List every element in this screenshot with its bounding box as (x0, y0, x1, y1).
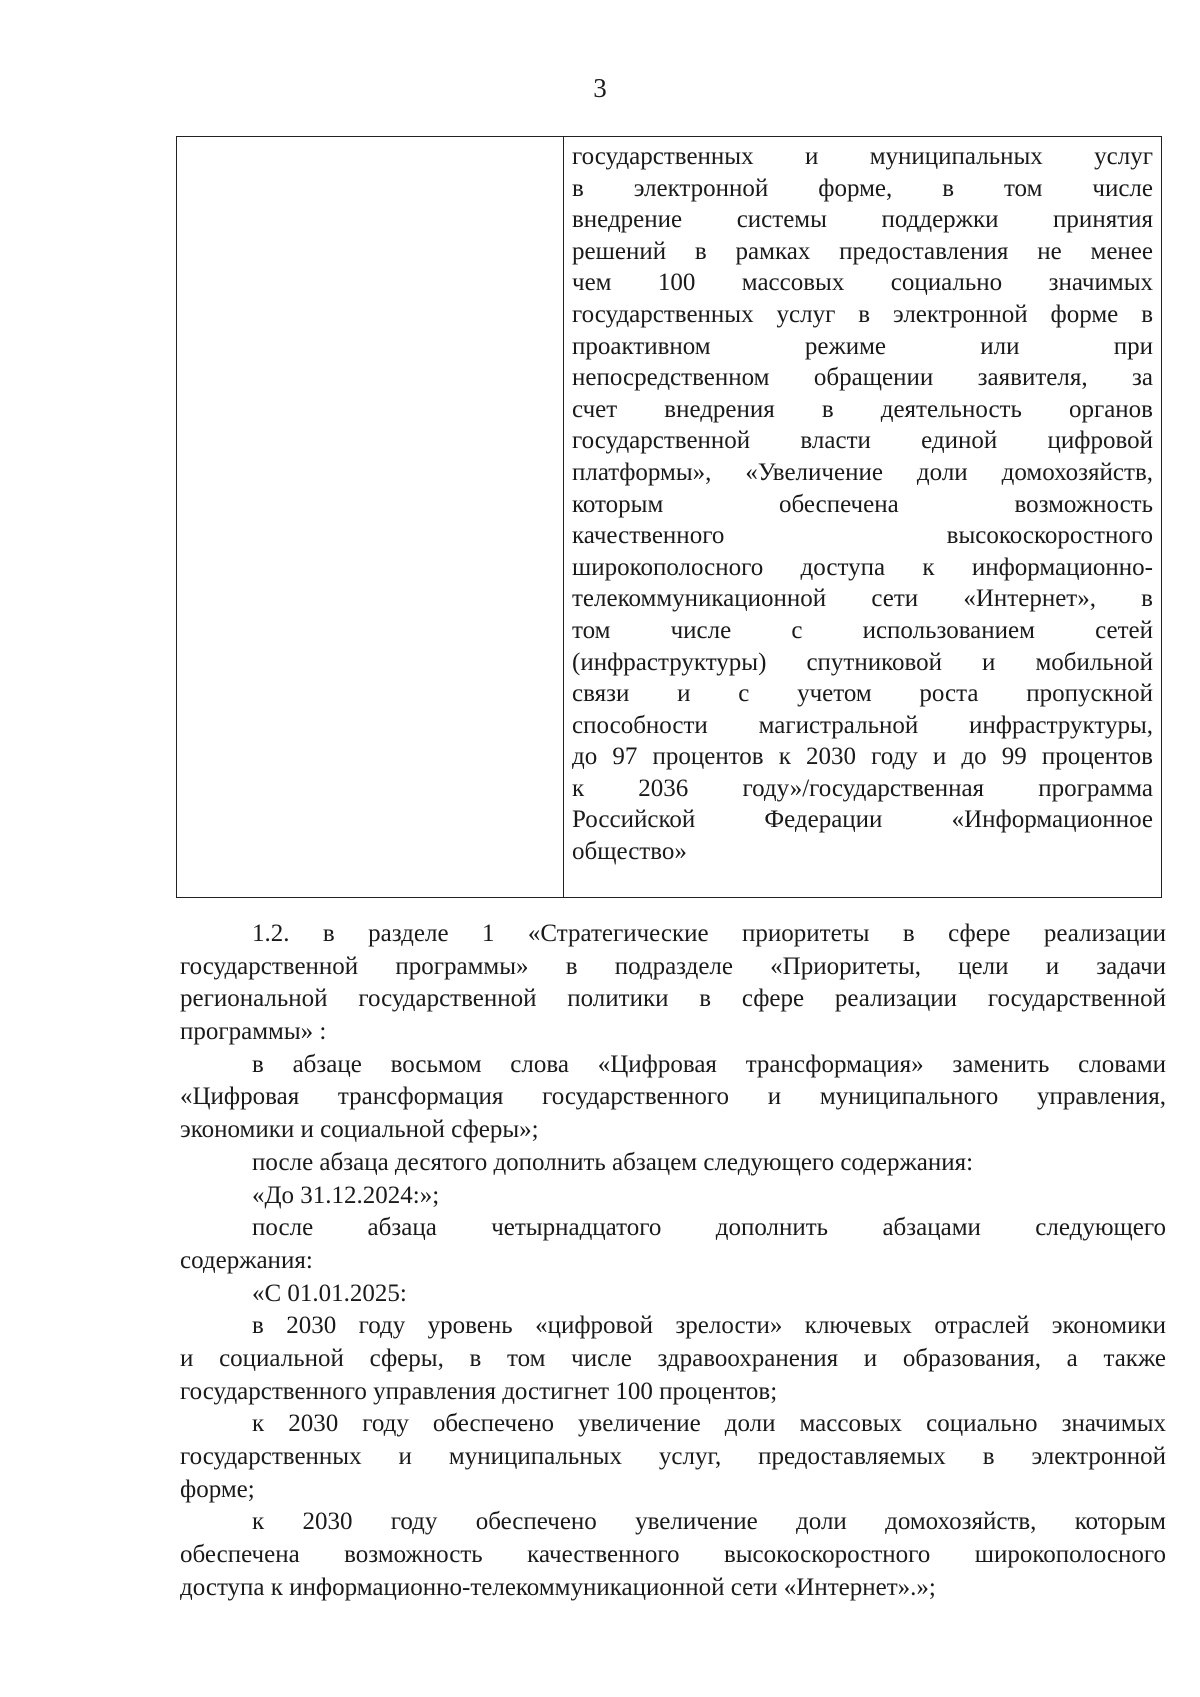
continuation-table (176, 136, 1162, 898)
table-cell-line: Российской Федерации «Информационное (572, 806, 1153, 834)
table-left-cell (177, 137, 564, 897)
table-cell-line: проактивном режиме или при (572, 332, 1153, 360)
table-cell-line: (инфраструктуры) спутниковой и мобильной (572, 648, 1153, 676)
table-right-cell (572, 141, 1153, 893)
table-cell-line: общество» (572, 838, 687, 866)
paragraph-line: доступа к информационно-телекоммуникационной сети «Интернет».»; (180, 1573, 936, 1601)
page-number: 3 (593, 73, 607, 103)
paragraph-line: экономики и социальной сферы»; (180, 1116, 539, 1144)
paragraph-line: региональной государственной политики в сфере реализации государственной (180, 985, 1166, 1013)
table-cell-line: телекоммуникационной сети «Интернет», в (572, 585, 1153, 613)
paragraph-line: «С 01.01.2025: (252, 1279, 407, 1307)
table-cell-line: том числе с использованием сетей (572, 616, 1153, 644)
table-cell-line: которым обеспечена возможность (572, 490, 1153, 518)
paragraph-line: государственного управления достигнет 100 процентов; (180, 1377, 778, 1405)
paragraph-line: «До 31.12.2024:»; (252, 1181, 440, 1209)
table-cell-line: государственных услуг в электронной форме в (572, 300, 1153, 328)
table-cell-line: в электронной форме, в том числе (572, 174, 1153, 202)
paragraph-line: в абзаце восьмом слова «Цифровая трансформация» заменить словами (252, 1050, 1166, 1078)
table-cell-line: до 97 процентов к 2030 году и до 99 процентов (572, 743, 1153, 771)
paragraph-line: содержания: (180, 1246, 313, 1274)
table-cell-line: государственной власти единой цифровой (572, 427, 1153, 455)
paragraph-line: и социальной сферы, в том числе здравоохранения и образования, а также (180, 1344, 1166, 1372)
paragraph-line: обеспечена возможность качественного высокоскоростного широкополосного (180, 1541, 1166, 1569)
paragraph-line: к 2030 году обеспечено увеличение доли массовых социально значимых (252, 1410, 1166, 1438)
table-cell-line: качественного высокоскоростного (572, 522, 1153, 550)
paragraph-line: форме; (180, 1475, 255, 1503)
table-cell-line: счет внедрения в деятельность органов (572, 395, 1153, 423)
table-cell-line: чем 100 массовых социально значимых (572, 269, 1153, 297)
table-cell-line: широкополосного доступа к информационно- (572, 553, 1153, 581)
table-cell-line: способности магистральной инфраструктуры, (572, 711, 1153, 739)
document-body (180, 918, 1166, 1604)
table-cell-line: непосредственном обращении заявителя, за (572, 364, 1153, 392)
table-cell-line: связи и с учетом роста пропускной (572, 680, 1153, 708)
table-cell-line: к 2036 году»/государственная программа (572, 774, 1153, 802)
table-cell-line: платформы», «Увеличение доли домохозяйств, (572, 458, 1153, 486)
paragraph-line: после абзаца четырнадцатого дополнить абзацами следующего (252, 1214, 1166, 1242)
paragraph-line: программы» : (180, 1018, 327, 1046)
paragraph-line: государственных и муниципальных услуг, предоставляемых в электронной (180, 1443, 1166, 1470)
table-cell-line: внедрение системы поддержки принятия (572, 206, 1153, 234)
paragraph-line: государственной программы» в подразделе «Приоритеты, цели и задачи (180, 952, 1166, 980)
paragraph-line: 1.2. в разделе 1 «Стратегические приоритеты в сфере реализации (252, 920, 1166, 947)
paragraph-line: «Цифровая трансформация государственного и муниципального управления, (180, 1083, 1166, 1111)
paragraph-line: к 2030 году обеспечено увеличение доли домохозяйств, которым (252, 1508, 1166, 1536)
table-cell-line: решений в рамках предоставления не менее (572, 237, 1153, 265)
paragraph-line: после абзаца десятого дополнить абзацем следующего содержания: (252, 1148, 974, 1176)
paragraph-line: в 2030 году уровень «цифровой зрелости» ключевых отраслей экономики (252, 1312, 1166, 1340)
table-cell-line: государственных и муниципальных услуг (572, 143, 1153, 170)
